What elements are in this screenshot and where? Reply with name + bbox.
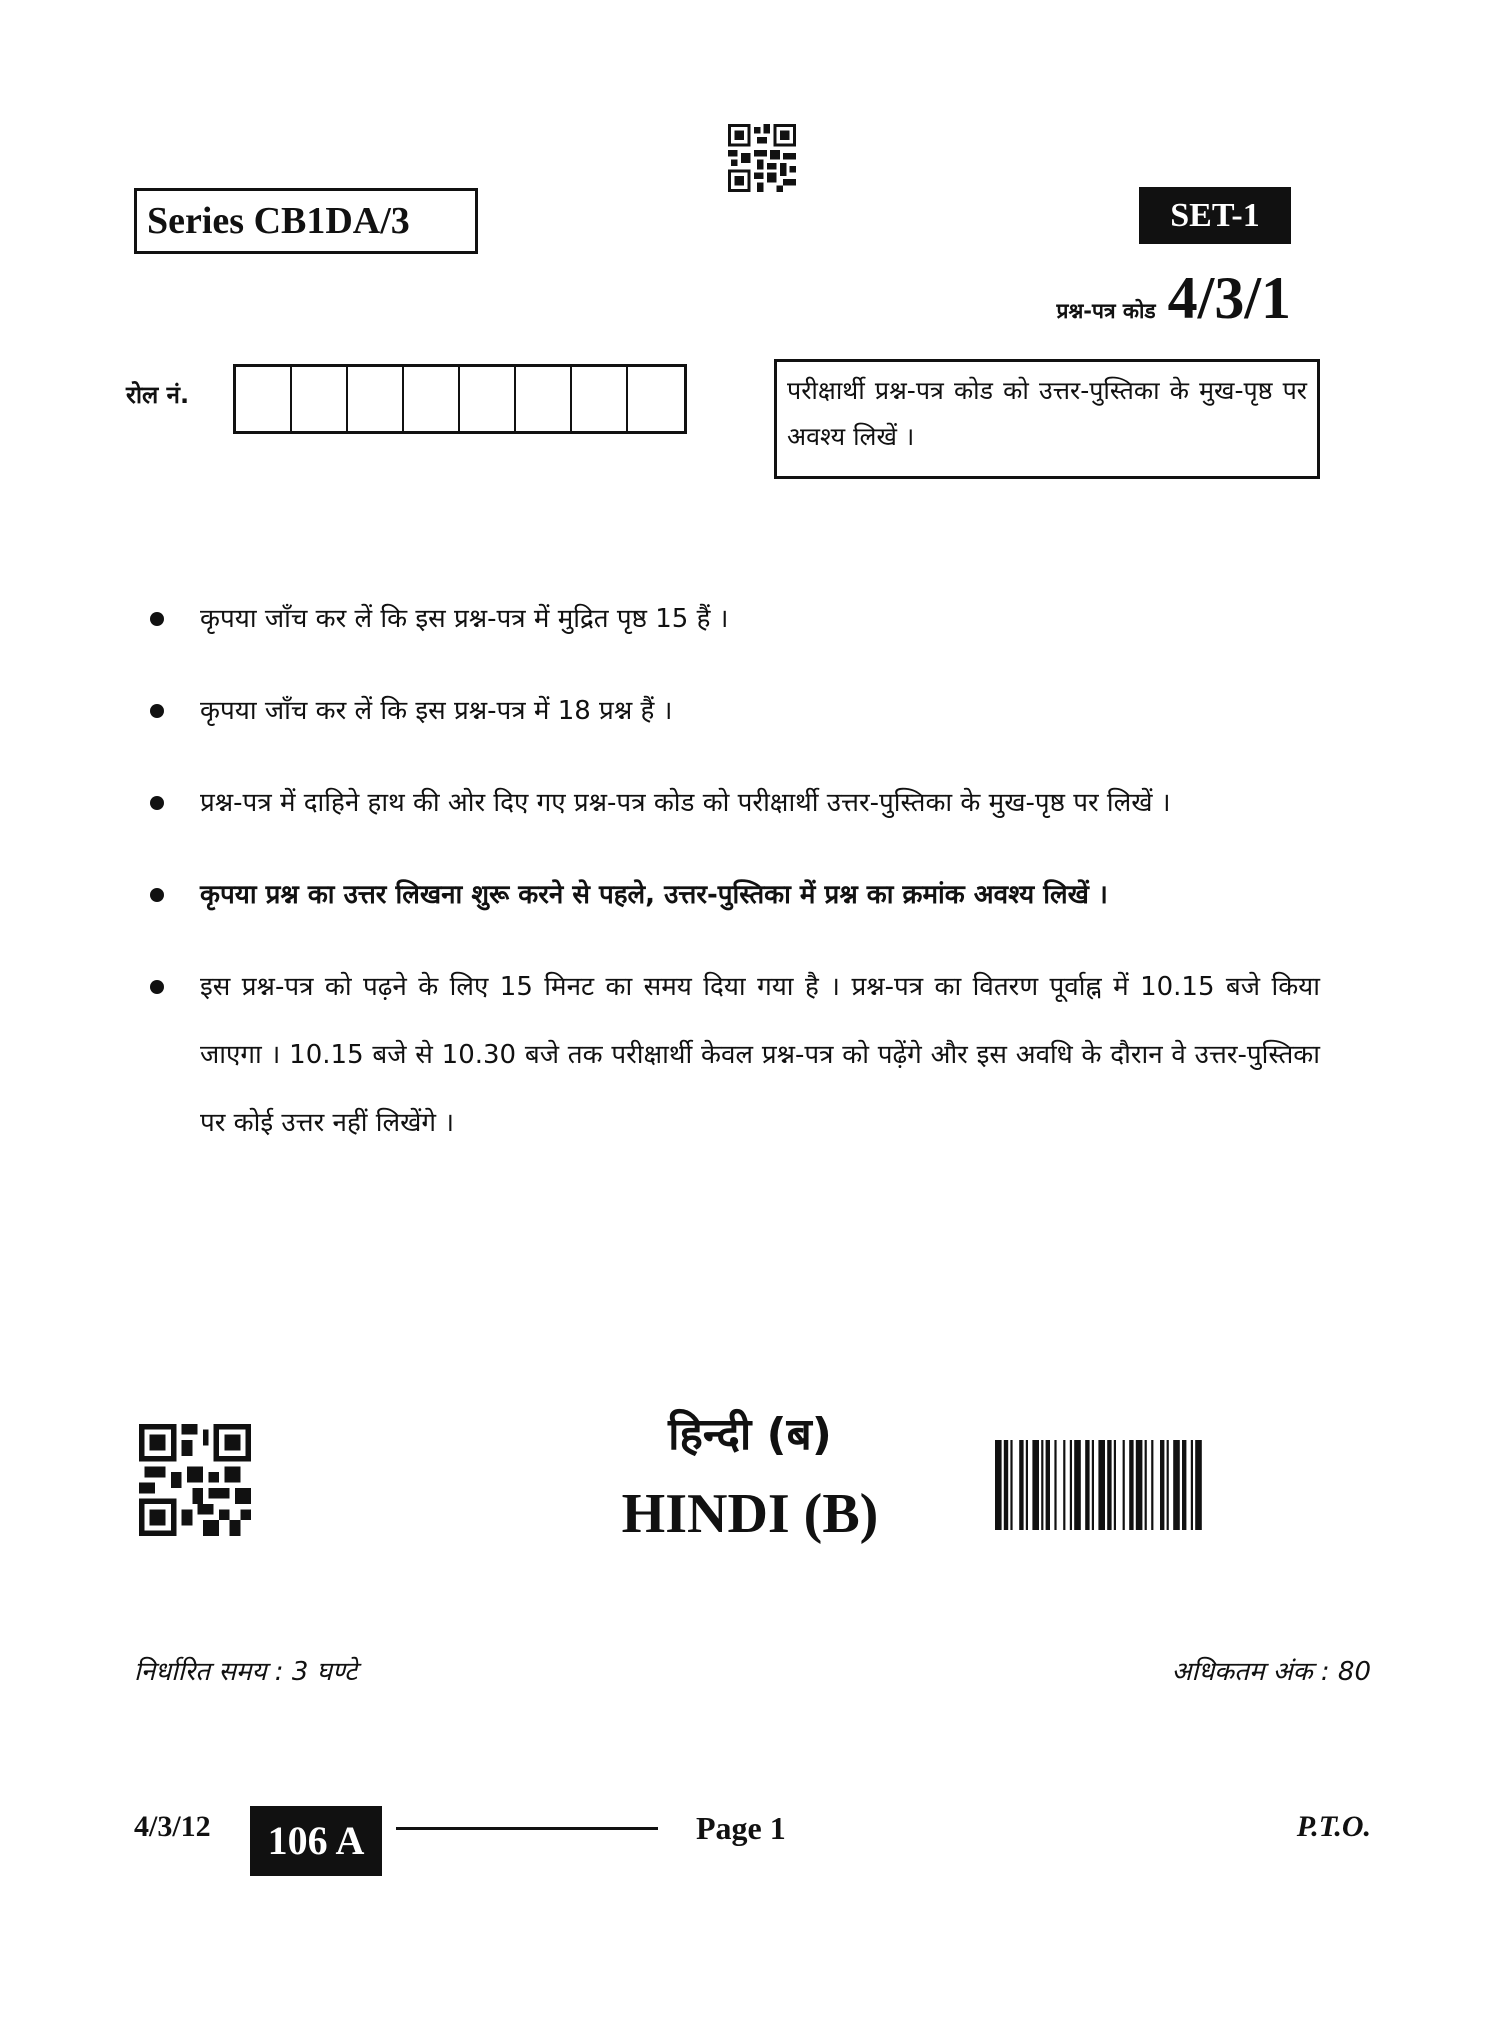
code-label: प्रश्न-पत्र कोड (1056, 299, 1156, 323)
bullet-icon (150, 980, 164, 994)
footer-badge: 106 A (250, 1806, 382, 1876)
roll-number-cell[interactable] (404, 367, 460, 431)
roll-number-cell[interactable] (628, 367, 684, 431)
question-paper-code (880, 265, 1291, 338)
roll-number-cell[interactable] (348, 367, 404, 431)
candidate-note: परीक्षार्थी प्रश्न-पत्र कोड को उत्तर-पुस्तिका के मुख-पृष्ठ पर अवश्य लिखें । (774, 359, 1320, 479)
subject-title-hindi: हिन्दी (ब) (668, 1409, 832, 1460)
roll-number-cell[interactable] (572, 367, 628, 431)
bullet-icon (150, 888, 164, 902)
pto-label: P.T.O. (1296, 1810, 1371, 1843)
roll-number-boxes[interactable] (233, 364, 687, 434)
qr-code-icon (728, 124, 796, 192)
code-value: 4/3/1 (1167, 265, 1291, 331)
instruction-item: कृपया जाँच कर लें कि इस प्रश्न-पत्र में 18 प्रश्न हैं । (150, 677, 1320, 745)
roll-number-label: रोल नं. (126, 381, 190, 409)
instruction-item: कृपया प्रश्न का उत्तर लिखना शुरू करने से पहले, उत्तर-पुस्तिका में प्रश्न का क्रमांक अवश्य लिखें । (150, 861, 1320, 929)
bullet-icon (150, 612, 164, 626)
roll-number-cell[interactable] (516, 367, 572, 431)
instructions-list (150, 585, 1320, 1181)
set-badge: SET-1 (1139, 187, 1291, 244)
bullet-icon (150, 704, 164, 718)
footer-divider (396, 1827, 658, 1830)
maximum-marks: अधिकतम अंक : 80 (1171, 1657, 1371, 1687)
subject-title-english: HINDI (B) (621, 1483, 879, 1545)
series-label: Series CB1DA/3 (134, 188, 478, 254)
roll-number-cell[interactable] (460, 367, 516, 431)
instruction-item: इस प्रश्न-पत्र को पढ़ने के लिए 15 मिनट का समय दिया गया है । प्रश्न-पत्र का वितरण पूर्वाह्न में 10.15 बजे किया जाएगा । 10.15 बजे से 10.30 बजे तक परीक्षार्थी केवल प्रश्न-पत्र को पढ़ेंगे और इस अवधि के दौरान वे उत्तर-पुस्तिका पर कोई उत्तर नहीं लिखेंगे । (150, 953, 1320, 1157)
instruction-item: कृपया जाँच कर लें कि इस प्रश्न-पत्र में मुद्रित पृष्ठ 15 हैं । (150, 585, 1320, 653)
page-number: Page 1 (696, 1810, 786, 1846)
time-allowed: निर्धारित समय : 3 घण्टे (134, 1657, 358, 1687)
qr-code-icon (139, 1424, 251, 1536)
roll-number-cell[interactable] (292, 367, 348, 431)
instruction-item: प्रश्न-पत्र में दाहिने हाथ की ओर दिए गए प्रश्न-पत्र कोड को परीक्षार्थी उत्तर-पुस्तिका के मुख-पृष्ठ पर लिखें । (150, 769, 1320, 837)
bullet-icon (150, 796, 164, 810)
barcode-icon (995, 1440, 1370, 1530)
roll-number-cell[interactable] (236, 367, 292, 431)
footer-code: 4/3/12 (134, 1810, 211, 1843)
